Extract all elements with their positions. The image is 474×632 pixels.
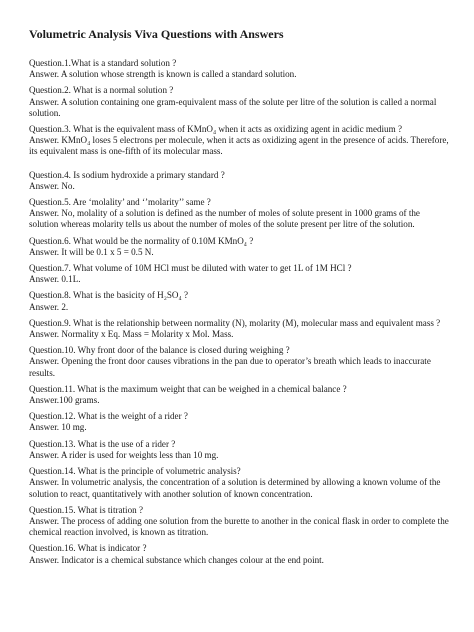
qa-item-6 [29,236,449,258]
answer-7: Answer. 0.1L. [29,274,81,285]
question-12: Question.12. What is the weight of a rider ? [29,411,188,422]
answer-16: Answer. Indicator is a chemical substance which changes colour at the end point. [29,554,324,565]
qa-item-15 [29,505,449,539]
question-16: Question.16. What is indicator ? [29,543,147,554]
answer-3: Answer. KMnO₄ loses 5 electrons per molecule, when it acts as oxidizing agent in the presence of acids. Therefore, its equivalent mass is one-fifth of its molecular mass. [29,135,449,157]
qa-item-4 [29,170,449,192]
question-6: Question.6. What would be the normality of 0.10M KMnO₄ ? [29,235,254,246]
answer-12: Answer. 10 mg. [29,422,87,433]
question-1: Question.1.What is a standard solution ? [29,58,177,68]
qa-item-16 [29,543,449,565]
answer-6: Answer. It will be 0.1 x 5 = 0.5 N. [29,246,154,257]
question-14: Question.14. What is the principle of volumetric analysis? [29,466,241,477]
question-8: Question.8. What is the basicity of H₂SO₄ ? [29,290,188,301]
question-5: Question.5. Are ‘molality’ and ‘’molarity’’ same ? [29,197,211,208]
answer-11: Answer.100 grams. [29,395,100,406]
answer-14: Answer. In volumetric analysis, the concentration of a solution is determined by allowing a known volume of the solution to react, quantitatively with another solution of known concentration. [29,477,441,499]
qa-item-2 [29,85,449,119]
question-15: Question.15. What is titration ? [29,504,143,515]
question-13: Question.13. What is the use of a rider ? [29,438,176,449]
question-10: Question.10. Why front door of the balance is closed during weighing ? [29,345,290,356]
answer-13: Answer. A rider is used for weights less than 10 mg. [29,449,219,460]
qa-item-14 [29,466,449,500]
qa-item-11 [29,384,449,406]
answer-2: Answer. A solution containing one gram-equivalent mass of the solute per litre of the solution is called a normal solution. [29,96,437,118]
qa-item-12 [29,411,449,433]
answer-15: Answer. The process of adding one solution from the burette to another in the conical flask in order to complete the chemical reaction involved, is known as titration. [29,515,449,538]
qa-item-8 [29,290,449,312]
qa-item-7 [29,263,449,285]
qa-list [29,58,449,571]
qa-item-3 [29,124,449,158]
answer-1: Answer. A solution whose strength is known is called a standard solution. [29,69,297,80]
qa-item-10 [29,345,449,379]
question-11: Question.11. What is the maximum weight that can be weighed in a chemical balance ? [29,383,347,394]
page-title: Volumetric Analysis Viva Questions with Answers [29,27,284,41]
question-7: Question.7. What volume of 10M HCl must be diluted with water to get 1L of 1M HCl ? [29,263,352,274]
answer-4: Answer. No. [29,180,75,191]
answer-9: Answer. Normality x Eq. Mass = Molarity x Mol. Mass. [29,329,234,340]
question-3: Question.3. What is the equivalent mass of KMnO₄ when it acts as oxidizing agent in acidic medium ? [29,124,402,135]
question-4: Question.4. Is sodium hydroxide a primary standard ? [29,169,225,180]
answer-8: Answer. 2. [29,301,69,312]
question-9: Question.9. What is the relationship between normality (N), molarity (M), molecular mass and equivalent mass ? [29,317,441,328]
question-2: Question.2. What is a normal solution ? [29,85,174,96]
qa-item-9 [29,318,449,340]
answer-5: Answer. No, molality of a solution is defined as the number of moles of solute present in 1000 grams of the solution whereas molarity tells us about the number of moles of the solute present per litre of the solution. [29,208,420,230]
answer-10: Answer. Opening the front door causes vibrations in the pan due to operator’s breath which leads to inaccurate results. [29,356,431,378]
qa-item-1 [29,58,449,80]
qa-item-13 [29,439,449,461]
qa-item-5 [29,197,449,231]
